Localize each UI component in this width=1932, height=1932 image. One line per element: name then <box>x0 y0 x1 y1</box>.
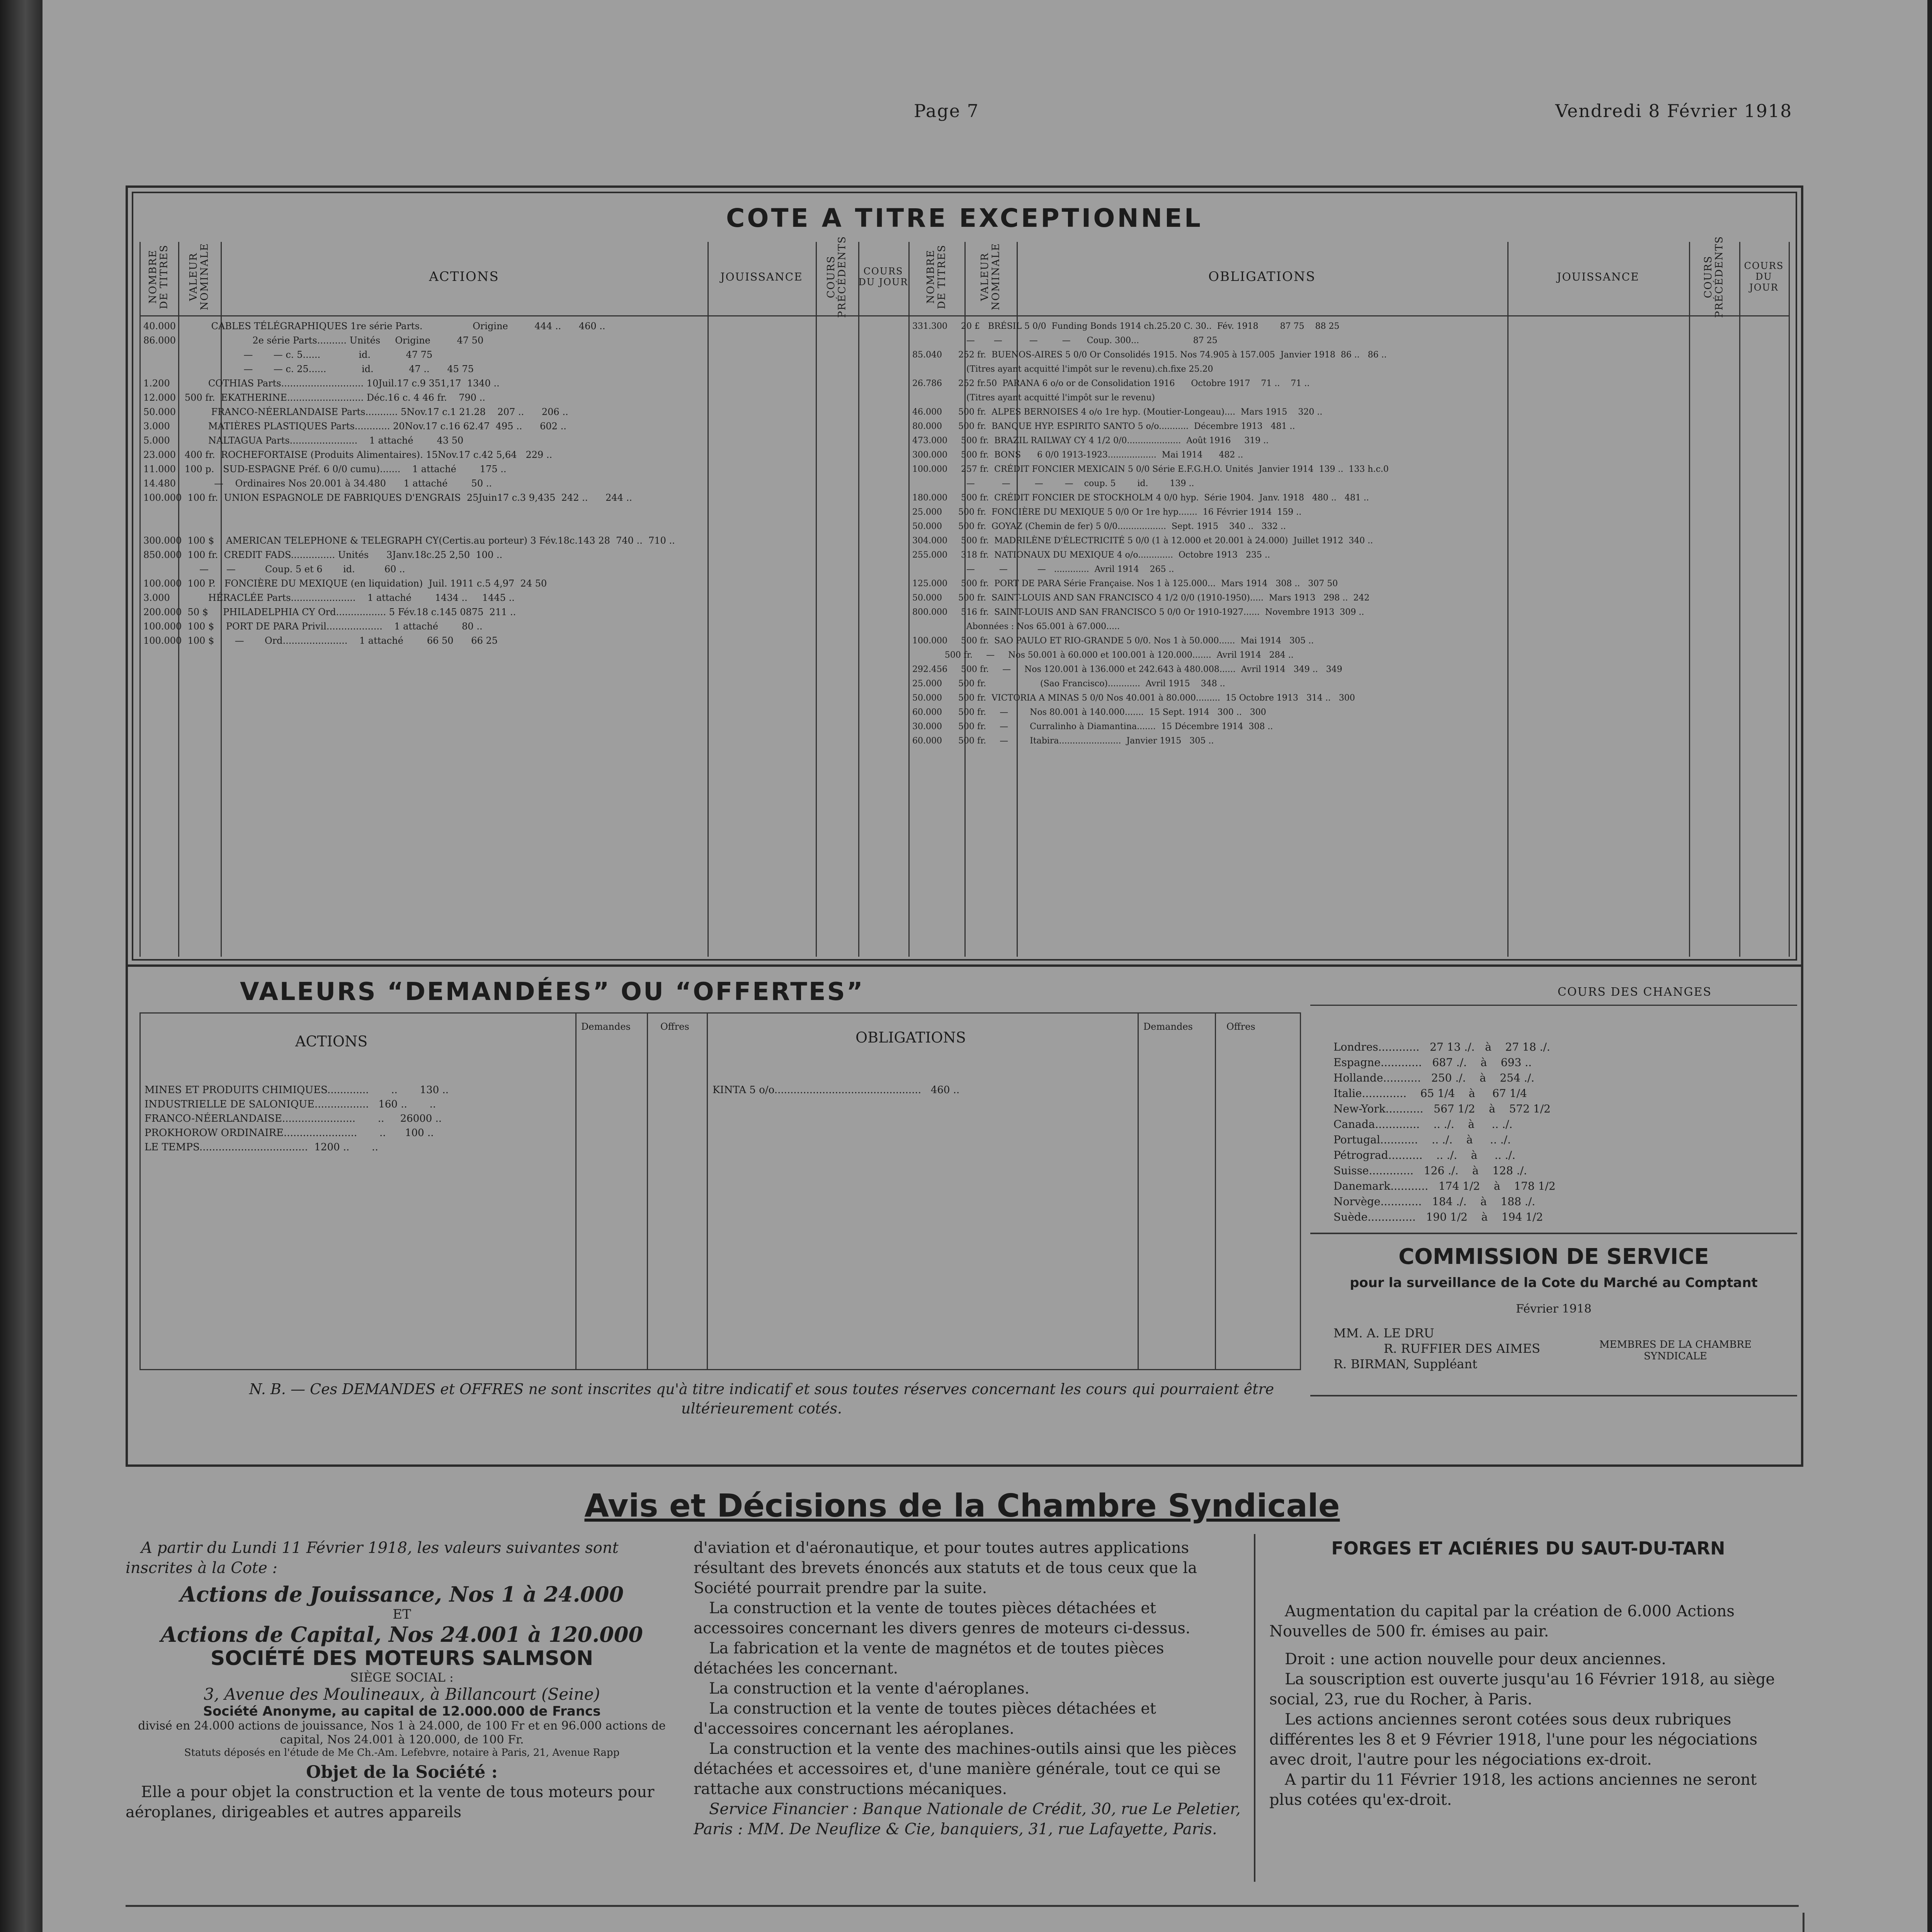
valeurs-note: N. B. — Ces DEMANDES et OFFRES ne sont inscrites qu'à titre indicatif et sous toutes réserves concernant les cours qui pourraient être ultérieurement cotés. <box>249 1381 1274 1417</box>
forges-paragraph: La souscription est ouverte jusqu'au 16 Février 1918, au siège social, 23, rue du Rocher, à Paris. <box>1269 1670 1775 1708</box>
rule <box>1310 1233 1797 1234</box>
table-row: 800.000 516 fr. SAINT-LOUIS AND SAN FRANCISCO 5 0/0 Or 1910-1927...... Novembre 1913 309 .. <box>912 607 1364 617</box>
table-row: 23.000 400 fr. ROCHEFORTAISE (Produits Alimentaires). 15Nov.17 c.42 5,64 229 .. <box>143 449 553 460</box>
avis-column-2 <box>694 1538 1242 1839</box>
table-row: 46.000 500 fr. ALPES BERNOISES 4 o/o 1re hyp. (Moutier-Longeau).... Mars 1915 320 .. <box>912 407 1323 417</box>
offres-label: Offres <box>1226 1021 1255 1032</box>
avis-siege-label: SIÈGE SOCIAL : <box>350 1670 454 1685</box>
table-row: 50.000 500 fr. VICTORIA A MINAS 5 0/0 Nos 40.001 à 80.000......... 15 Octobre 1913 314 .. 300 <box>912 693 1355 703</box>
actions-label: ACTIONS <box>295 1033 368 1050</box>
table-row: (Titres ayant acquitté l'impôt sur le revenu) <box>912 393 1155 403</box>
table-row: 125.000 500 fr. PORT DE PARA Série Française. Nos 1 à 125.000... Mars 1914 308 .. 307 50 <box>912 579 1338 588</box>
table-row: 3.000 MATIÈRES PLASTIQUES Parts............ 20Nov.17 c.16 62.47 495 .. 602 .. <box>143 421 566 432</box>
valeurs-actions-list <box>145 1083 701 1155</box>
avis-column-1 <box>126 1538 678 1822</box>
forges-paragraph: Droit : une action nouvelle pour deux anciennes. <box>1285 1650 1666 1668</box>
table-row: 500 fr. — Nos 50.001 à 60.000 et 100.001 à 120.000....... Avril 1914 284 .. <box>912 650 1294 660</box>
col-rule <box>707 1014 708 1369</box>
newspaper-page <box>43 0 1927 1932</box>
table-row: 255.000 318 fr. NATIONAUX DU MEXIQUE 4 o/o............. Octobre 1913 235 .. <box>912 550 1270 560</box>
table-row: 40.000 CABLES TÉLÉGRAPHIQUES 1re série Parts. Origine 444 .. 460 .. <box>143 321 605 332</box>
offres-label: Offres <box>660 1021 689 1032</box>
cote-obligations-list <box>912 319 1787 748</box>
exchange-rate-row: Hollande........... 250 ./. à 254 ./. <box>1333 1071 1535 1084</box>
exchange-rate-row: Espagne............ 687 ./. à 693 .. <box>1333 1056 1532 1069</box>
commission-title: COMMISSION DE SERVICE <box>1398 1244 1709 1269</box>
scan-edge <box>1927 0 1932 1932</box>
table-row: 100.000 257 fr. CRÉDIT FONCIER MEXICAIN 5 0/0 Série E.F.G.H.O. Unités Janvier 1914 139 .. 133 h.c.0 <box>912 464 1389 474</box>
demandes-label: Demandes <box>581 1021 631 1032</box>
col-rule <box>1789 242 1790 957</box>
commission-members <box>1333 1325 1540 1372</box>
table-row <box>143 519 905 534</box>
col-jouissance: JOUISSANCE <box>720 270 803 283</box>
cote-title: COTE A TITRE EXCEPTIONNEL <box>726 203 1203 233</box>
table-row: 100.000 100 P. FONCIÈRE DU MEXIQUE (en liquidation) Juil. 1911 c.5 4,97 24 50 <box>143 578 547 589</box>
table-row: 85.040 252 fr. BUENOS-AIRES 5 0/0 Or Consolidés 1915. Nos 74.905 à 157.005 Janvier 1918 86 .. 86 .. <box>912 350 1387 360</box>
avis-paragraph: La construction et la vente de toutes pièces détachées et d'accessoires concernant les aéroplanes. <box>694 1700 1156 1738</box>
table-row: — — Coup. 5 et 6 id. 60 .. <box>143 564 405 575</box>
table-row: 473.000 500 fr. BRAZIL RAILWAY CY 4 1/2 0/0.................... Août 1916 319 .. <box>912 436 1269 446</box>
exchange-rate-row: Londres............ 27 13 ./. à 27 18 ./. <box>1333 1041 1550 1053</box>
changes-list <box>1333 1039 1556 1225</box>
cote-table <box>139 235 1789 957</box>
table-row: 60.000 500 fr. — Nos 80.001 à 140.000....... 15 Sept. 1914 300 .. 300 <box>912 707 1266 717</box>
exchange-rate-row: Pétrograd.......... .. ./. à .. ./. <box>1333 1149 1515 1162</box>
member: R. RUFFIER DES AIMES <box>1384 1341 1541 1356</box>
table-row: 3.000 HÉRACLÉE Parts...................... 1 attaché 1434 .. 1445 .. <box>143 592 515 603</box>
table-row: 11.000 100 p. SUD-ESPAGNE Préf. 6 0/0 cumu)....... 1 attaché 175 .. <box>143 464 507 474</box>
commission-subtitle: pour la surveillance de la Cote du Marché au Comptant <box>1350 1275 1758 1291</box>
exchange-rate-row: Suisse............. 126 ./. à 128 ./. <box>1333 1164 1527 1177</box>
rule <box>1310 1005 1797 1006</box>
col-cours-prec-oblig: COURS PRÉCÉDENTS <box>1702 235 1725 318</box>
exchange-rate-row: Portugal........... .. ./. à .. ./. <box>1333 1133 1511 1146</box>
col-valeur-oblig: VALEUR NOMINALE <box>979 243 1002 311</box>
member: R. BIRMAN, Suppléant <box>1333 1357 1478 1371</box>
col-rule <box>1803 1913 1804 1932</box>
table-row: 50.000 500 fr. GOYAZ (Chemin de fer) 5 0/0.................. Sept. 1915 340 .. 332 .. <box>912 522 1286 531</box>
table-row: 200.000 50 $ PHILADELPHIA CY Ord................. 5 Fév.18 c.145 0875 211 .. <box>143 607 516 617</box>
commission-role: MEMBRES DE LA CHAMBRE SYNDICALE <box>1599 1339 1752 1362</box>
list-item: KINTA 5 o/o.............................................. 460 .. <box>713 1084 960 1096</box>
table-row: 100.000 500 fr. SAO PAULO ET RIO-GRANDE 5 0/0. Nos 1 à 50.000...... Mai 1914 305 .. <box>912 636 1314 646</box>
table-row <box>143 505 905 519</box>
col-nombre-oblig: NOMBRE DE TITRES <box>925 244 948 309</box>
col-rule <box>1138 1014 1139 1369</box>
avis-objet: Elle a pour objet la construction et la vente de tous moteurs pour aéroplanes, dirigeables et autres appareils <box>126 1783 655 1821</box>
col-actions: ACTIONS <box>429 269 499 284</box>
table-row: 50.000 FRANCO-NÉERLANDAISE Parts........... 5Nov.17 c.1 21.28 207 .. 206 .. <box>143 406 568 417</box>
table-row: 14.480 — Ordinaires Nos 20.001 à 34.480 1 attaché 50 .. <box>143 478 492 489</box>
cote-exceptionnel-section <box>126 185 1803 967</box>
avis-column-3 <box>1269 1538 1787 1810</box>
page-date: Vendredi 8 Février 1918 <box>1555 100 1793 121</box>
avis-paragraph: La fabrication et la vente de magnétos et de toutes pièces détachées les concernant. <box>694 1639 1164 1677</box>
table-row: 850.000 100 fr. CREDIT FADS............... Unités 3Janv.18c.25 2,50 100 .. <box>143 549 503 560</box>
commission-month: Février 1918 <box>1516 1302 1592 1316</box>
coupons-section <box>126 1913 1799 1932</box>
table-row: 50.000 500 fr. SAINT-LOUIS AND SAN FRANCISCO 4 1/2 0/0 (1910-1950)..... Mars 1913 298 .. 242 <box>912 593 1370 603</box>
changes-panel <box>1310 962 1797 1449</box>
table-row: — — — ............. Avril 1914 265 .. <box>912 565 1174 574</box>
table-row: 292.456 500 fr. — Nos 120.001 à 136.000 et 242.643 à 480.008...... Avril 1914 349 .. 349 <box>912 665 1342 674</box>
avis-address: 3, Avenue des Moulineaux, à Billancourt (Seine) <box>204 1685 600 1704</box>
exchange-rate-row: Danemark........... 174 1/2 à 178 1/2 <box>1333 1180 1556 1192</box>
avis-paragraph: La construction et la vente de toutes pièces détachées et accessoires concernant les divers genres de moteurs ci-dessus. <box>694 1599 1190 1637</box>
demandes-label: Demandes <box>1143 1021 1193 1032</box>
book-binding <box>0 0 43 1932</box>
table-row: 100.000 100 $ PORT DE PARA Privil................... 1 attaché 80 .. <box>143 621 483 632</box>
table-row: — — — — Coup. 300... 87 25 <box>912 336 1218 345</box>
exchange-rate-row: Norvège............ 184 ./. à 188 ./. <box>1333 1195 1536 1208</box>
table-row: 86.000 2e série Parts.......... Unités Origine 47 50 <box>143 335 484 346</box>
table-row: 60.000 500 fr. — Itabira....................... Janvier 1915 305 .. <box>912 736 1214 746</box>
avis-capital: Actions de Capital, Nos 24.001 à 120.000 <box>161 1622 643 1647</box>
forges-paragraph: Les actions anciennes seront cotées sous deux rubriques différentes les 8 et 9 Février 1918, l'une pour les négociations avec droit, l'autre pour les négociations ex-droit. <box>1269 1711 1758 1769</box>
table-row: 25.000 500 fr. (Sao Francisco)............ Avril 1915 348 .. <box>912 679 1225 689</box>
col-rule <box>139 242 141 957</box>
avis-service-financier: Service Financier : Banque Nationale de Crédit, 30, rue Le Peletier, Paris : MM. De Neuflize & Cie, banquiers, 31, rue Lafayette, Paris. <box>694 1800 1241 1838</box>
changes-title: COURS DES CHANGES <box>1558 985 1712 999</box>
col-valeur: VALEUR NOMINALE <box>188 243 211 311</box>
col-rule <box>1254 1534 1255 1882</box>
table-row: 331.300 20 £ BRÉSIL 5 0/0 Funding Bonds 1914 ch.25.20 C. 30.. Fév. 1918 87 75 88 25 <box>912 321 1340 331</box>
avis-objet-title: Objet de la Société : <box>306 1762 498 1782</box>
obligations-label: OBLIGATIONS <box>855 1029 966 1046</box>
table-row: 300.000 100 $ AMERICAN TELEPHONE & TELEGRAPH CY(Certis.au porteur) 3 Fév.18c.143 28 740 .. 710 .. <box>143 535 675 546</box>
table-row: 100.000 100 fr. UNION ESPAGNOLE DE FABRIQUES D'ENGRAIS 25Juin17 c.3 9,435 242 .. 244 .. <box>143 492 632 503</box>
table-row: — — c. 25...... id. 47 .. 45 75 <box>143 364 474 374</box>
avis-jouissance: Actions de Jouissance, Nos 1 à 24.000 <box>180 1582 624 1607</box>
valeurs-section <box>126 962 1803 1467</box>
avis-paragraph: La construction et la vente d'aéroplanes. <box>709 1680 1030 1697</box>
table-row: — — — — coup. 5 id. 139 .. <box>912 479 1194 488</box>
col-rule <box>1215 1014 1216 1369</box>
avis-paragraph: d'aviation et d'aéronautique, et pour toutes autres applications résultant des brevets énoncés aux statuts et de tous ceux que la Société pourrait prendre par la suite. <box>694 1539 1197 1597</box>
table-row: 80.000 500 fr. BANQUE HYP. ESPIRITO SANTO 5 o/o........... Décembre 1913 481 .. <box>912 422 1295 431</box>
table-row: 26.786 252 fr.50 PARANA 6 o/o or de Consolidation 1916 Octobre 1917 71 .. 71 .. <box>912 379 1310 388</box>
table-row: 300.000 500 fr. BONS 6 0/0 1913-1923.................. Mai 1914 482 .. <box>912 450 1243 460</box>
page-content <box>126 100 1810 1932</box>
list-item: LE TEMPS.................................. 1200 .. .. <box>145 1141 378 1153</box>
avis-section <box>126 1472 1799 1932</box>
valeurs-table <box>139 1012 1301 1370</box>
list-item: FRANCO-NÉERLANDAISE....................... .. 26000 .. <box>145 1113 442 1124</box>
table-row: 1.200 COTHIAS Parts............................ 10Juil.17 c.9 351,17 1340 .. <box>143 378 500 389</box>
page-number: Page 7 <box>914 100 979 121</box>
table-row: 100.000 100 $ — Ord...................... 1 attaché 66 50 66 25 <box>143 635 498 646</box>
table-row: 30.000 500 fr. — Curralinho à Diamantina....... 15 Décembre 1914 308 .. <box>912 722 1273 731</box>
table-row: (Titres ayant acquitté l'impôt sur le revenu).ch.fixe 25.20 <box>912 364 1213 374</box>
forges-paragraph: Augmentation du capital par la création de 6.000 Actions Nouvelles de 500 fr. émises au pair. <box>1269 1602 1735 1640</box>
col-rule <box>908 242 910 957</box>
avis-capital-note: Société Anonyme, au capital de 12.000.000 de Francs <box>203 1704 601 1719</box>
table-row: 5.000 NALTAGUA Parts....................... 1 attaché 43 50 <box>143 435 464 446</box>
exchange-rate-row: Italie............. 65 1/4 à 67 1/4 <box>1333 1087 1527 1100</box>
avis-division: divisé en 24.000 actions de jouissance, Nos 1 à 24.000, de 100 Fr et en 96.000 actions de capital, Nos 24.001 à 120.000, de 100 Fr. <box>138 1719 666 1747</box>
col-obligations: OBLIGATIONS <box>1208 269 1316 284</box>
col-rule <box>575 1014 577 1369</box>
exchange-rate-row: New-York........... 567 1/2 à 572 1/2 <box>1333 1102 1551 1115</box>
forges-title: FORGES ET ACIÉRIES DU SAUT-DU-TARN <box>1331 1538 1725 1559</box>
list-item: PROKHOROW ORDINAIRE....................... .. 100 .. <box>145 1127 434 1139</box>
table-row: 25.000 500 fr. FONCIÈRE DU MEXIQUE 5 0/0 Or 1re hyp....... 16 Février 1914 159 .. <box>912 507 1302 517</box>
rule <box>126 1905 1799 1907</box>
table-row: Abonnées : Nos 65.001 à 67.000..... <box>912 622 1120 631</box>
table-row: — — c. 5...... id. 47 75 <box>143 349 433 360</box>
avis-et: ET <box>393 1607 411 1622</box>
valeurs-obligations-list <box>713 1083 1292 1097</box>
col-cours-jour-oblig: COURS DU JOUR <box>1744 260 1784 293</box>
avis-paragraph: La construction et la vente des machines-outils ainsi que les pièces détachées et accessoires et, d'une manière générale, tout ce qui se rattache aux constructions mécaniques. <box>694 1740 1237 1798</box>
avis-title: Avis et Décisions de la Chambre Syndicale <box>584 1488 1340 1524</box>
member: MM. A. LE DRU <box>1333 1326 1434 1340</box>
col-nombre: NOMBRE DE TITRES <box>147 244 170 309</box>
col-jouissance-oblig: JOUISSANCE <box>1557 270 1639 283</box>
avis-statuts: Statuts déposés en l'étude de Me Ch.-Am. Lefebvre, notaire à Paris, 21, Avenue Rapp <box>184 1747 620 1759</box>
forges-paragraph: A partir du 11 Février 1918, les actions anciennes ne seront plus cotées qu'ex-droit. <box>1269 1771 1757 1809</box>
avis-company: SOCIÉTÉ DES MOTEURS SALMSON <box>210 1647 594 1670</box>
table-row: 12.000 500 fr. EKATHERINE.......................... Déc.16 c. 4 46 fr. 790 .. <box>143 392 485 403</box>
col-cours-jour: COURS DU JOUR <box>858 266 908 287</box>
list-item: MINES ET PRODUITS CHIMIQUES............. .. 130 .. <box>145 1084 449 1096</box>
col-cours-prec: COURS PRÉCÉDENTS <box>825 235 848 318</box>
avis-intro: A partir du Lundi 11 Février 1918, les valeurs suivantes sont inscrites à la Cote : <box>126 1539 619 1577</box>
exchange-rate-row: Canada............. .. ./. à .. ./. <box>1333 1118 1513 1131</box>
table-row: 180.000 500 fr. CRÉDIT FONCIER DE STOCKHOLM 4 0/0 hyp. Série 1904. Janv. 1918 480 .. 481 .. <box>912 493 1369 503</box>
col-rule <box>647 1014 648 1369</box>
exchange-rate-row: Suède.............. 190 1/2 à 194 1/2 <box>1333 1211 1543 1223</box>
rule <box>1310 1395 1797 1396</box>
list-item: INDUSTRIELLE DE SALONIQUE................. 160 .. .. <box>145 1099 436 1110</box>
valeurs-title: VALEURS “DEMANDÉES” OU “OFFERTES” <box>240 978 864 1006</box>
cote-actions-list <box>143 319 905 648</box>
table-row: 304.000 500 fr. MADRILÈNE D'ÉLECTRICITÉ 5 0/0 (1 à 12.000 et 20.001 à 24.000) Juillet 1912 340 .. <box>912 536 1373 546</box>
